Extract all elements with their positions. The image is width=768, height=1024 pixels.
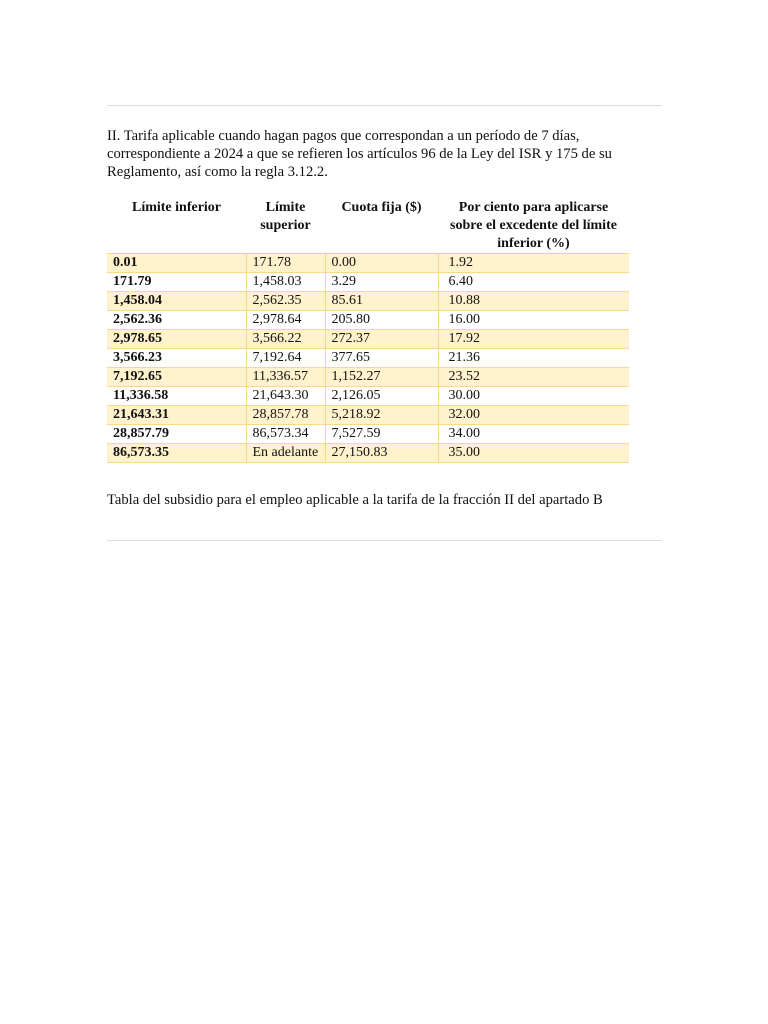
cell-lower-limit: 2,562.36 xyxy=(107,311,246,330)
table-body xyxy=(107,254,629,463)
cell-lower-limit: 2,978.65 xyxy=(107,330,246,349)
cell-fixed-fee: 0.00 xyxy=(325,254,438,273)
table-row xyxy=(107,254,629,273)
cell-lower-limit: 1,458.04 xyxy=(107,292,246,311)
table-row xyxy=(107,387,629,406)
table-row xyxy=(107,425,629,444)
cell-percent: 34.00 xyxy=(438,425,629,444)
cell-fixed-fee: 1,152.27 xyxy=(325,368,438,387)
cell-percent: 32.00 xyxy=(438,406,629,425)
tariff-table xyxy=(107,199,629,463)
cell-lower-limit: 3,566.23 xyxy=(107,349,246,368)
cell-upper-limit: 28,857.78 xyxy=(246,406,325,425)
table-row xyxy=(107,311,629,330)
table-row xyxy=(107,349,629,368)
cell-percent: 30.00 xyxy=(438,387,629,406)
header-percent: Por ciento para aplicarse sobre el excedente del límite inferior (%) xyxy=(438,199,629,254)
cell-lower-limit: 21,643.31 xyxy=(107,406,246,425)
cell-fixed-fee: 85.61 xyxy=(325,292,438,311)
header-fixed-fee: Cuota fija ($) xyxy=(325,199,438,254)
cell-fixed-fee: 5,218.92 xyxy=(325,406,438,425)
cell-percent: 17.92 xyxy=(438,330,629,349)
cell-upper-limit: 1,458.03 xyxy=(246,273,325,292)
cell-fixed-fee: 3.29 xyxy=(325,273,438,292)
header-lower-limit: Límite inferior xyxy=(107,199,246,254)
bottom-divider xyxy=(107,540,662,541)
table-row xyxy=(107,330,629,349)
cell-upper-limit: 21,643.30 xyxy=(246,387,325,406)
header-upper-limit: Límite superior xyxy=(246,199,325,254)
cell-upper-limit: 2,562.35 xyxy=(246,292,325,311)
cell-percent: 35.00 xyxy=(438,444,629,463)
cell-percent: 1.92 xyxy=(438,254,629,273)
cell-fixed-fee: 2,126.05 xyxy=(325,387,438,406)
cell-upper-limit: 86,573.34 xyxy=(246,425,325,444)
cell-percent: 23.52 xyxy=(438,368,629,387)
cell-percent: 6.40 xyxy=(438,273,629,292)
cell-lower-limit: 171.79 xyxy=(107,273,246,292)
cell-lower-limit: 86,573.35 xyxy=(107,444,246,463)
table-row xyxy=(107,273,629,292)
cell-lower-limit: 0.01 xyxy=(107,254,246,273)
intro-paragraph: II. Tarifa aplicable cuando hagan pagos que correspondan a un período de 7 días, correspondiente a 2024 a que se refieren los artículos 96 de la Ley del ISR y 175 de su Reglamento, así como la regla 3.12.2. xyxy=(107,128,612,180)
cell-percent: 10.88 xyxy=(438,292,629,311)
cell-upper-limit: 11,336.57 xyxy=(246,368,325,387)
cell-fixed-fee: 205.80 xyxy=(325,311,438,330)
table-header-row xyxy=(107,199,629,254)
cell-percent: 16.00 xyxy=(438,311,629,330)
cell-percent: 21.36 xyxy=(438,349,629,368)
table-row xyxy=(107,292,629,311)
cell-lower-limit: 7,192.65 xyxy=(107,368,246,387)
cell-upper-limit: 2,978.64 xyxy=(246,311,325,330)
cell-lower-limit: 28,857.79 xyxy=(107,425,246,444)
cell-upper-limit: 3,566.22 xyxy=(246,330,325,349)
cell-upper-limit: 171.78 xyxy=(246,254,325,273)
table-row xyxy=(107,368,629,387)
cell-upper-limit: En adelante xyxy=(246,444,325,463)
cell-lower-limit: 11,336.58 xyxy=(107,387,246,406)
table-row xyxy=(107,444,629,463)
cell-fixed-fee: 272.37 xyxy=(325,330,438,349)
cell-upper-limit: 7,192.64 xyxy=(246,349,325,368)
table-row xyxy=(107,406,629,425)
subsidy-caption: Tabla del subsidio para el empleo aplicable a la tarifa de la fracción II del apartado B xyxy=(107,492,603,508)
cell-fixed-fee: 377.65 xyxy=(325,349,438,368)
top-divider xyxy=(107,105,662,106)
cell-fixed-fee: 27,150.83 xyxy=(325,444,438,463)
cell-fixed-fee: 7,527.59 xyxy=(325,425,438,444)
